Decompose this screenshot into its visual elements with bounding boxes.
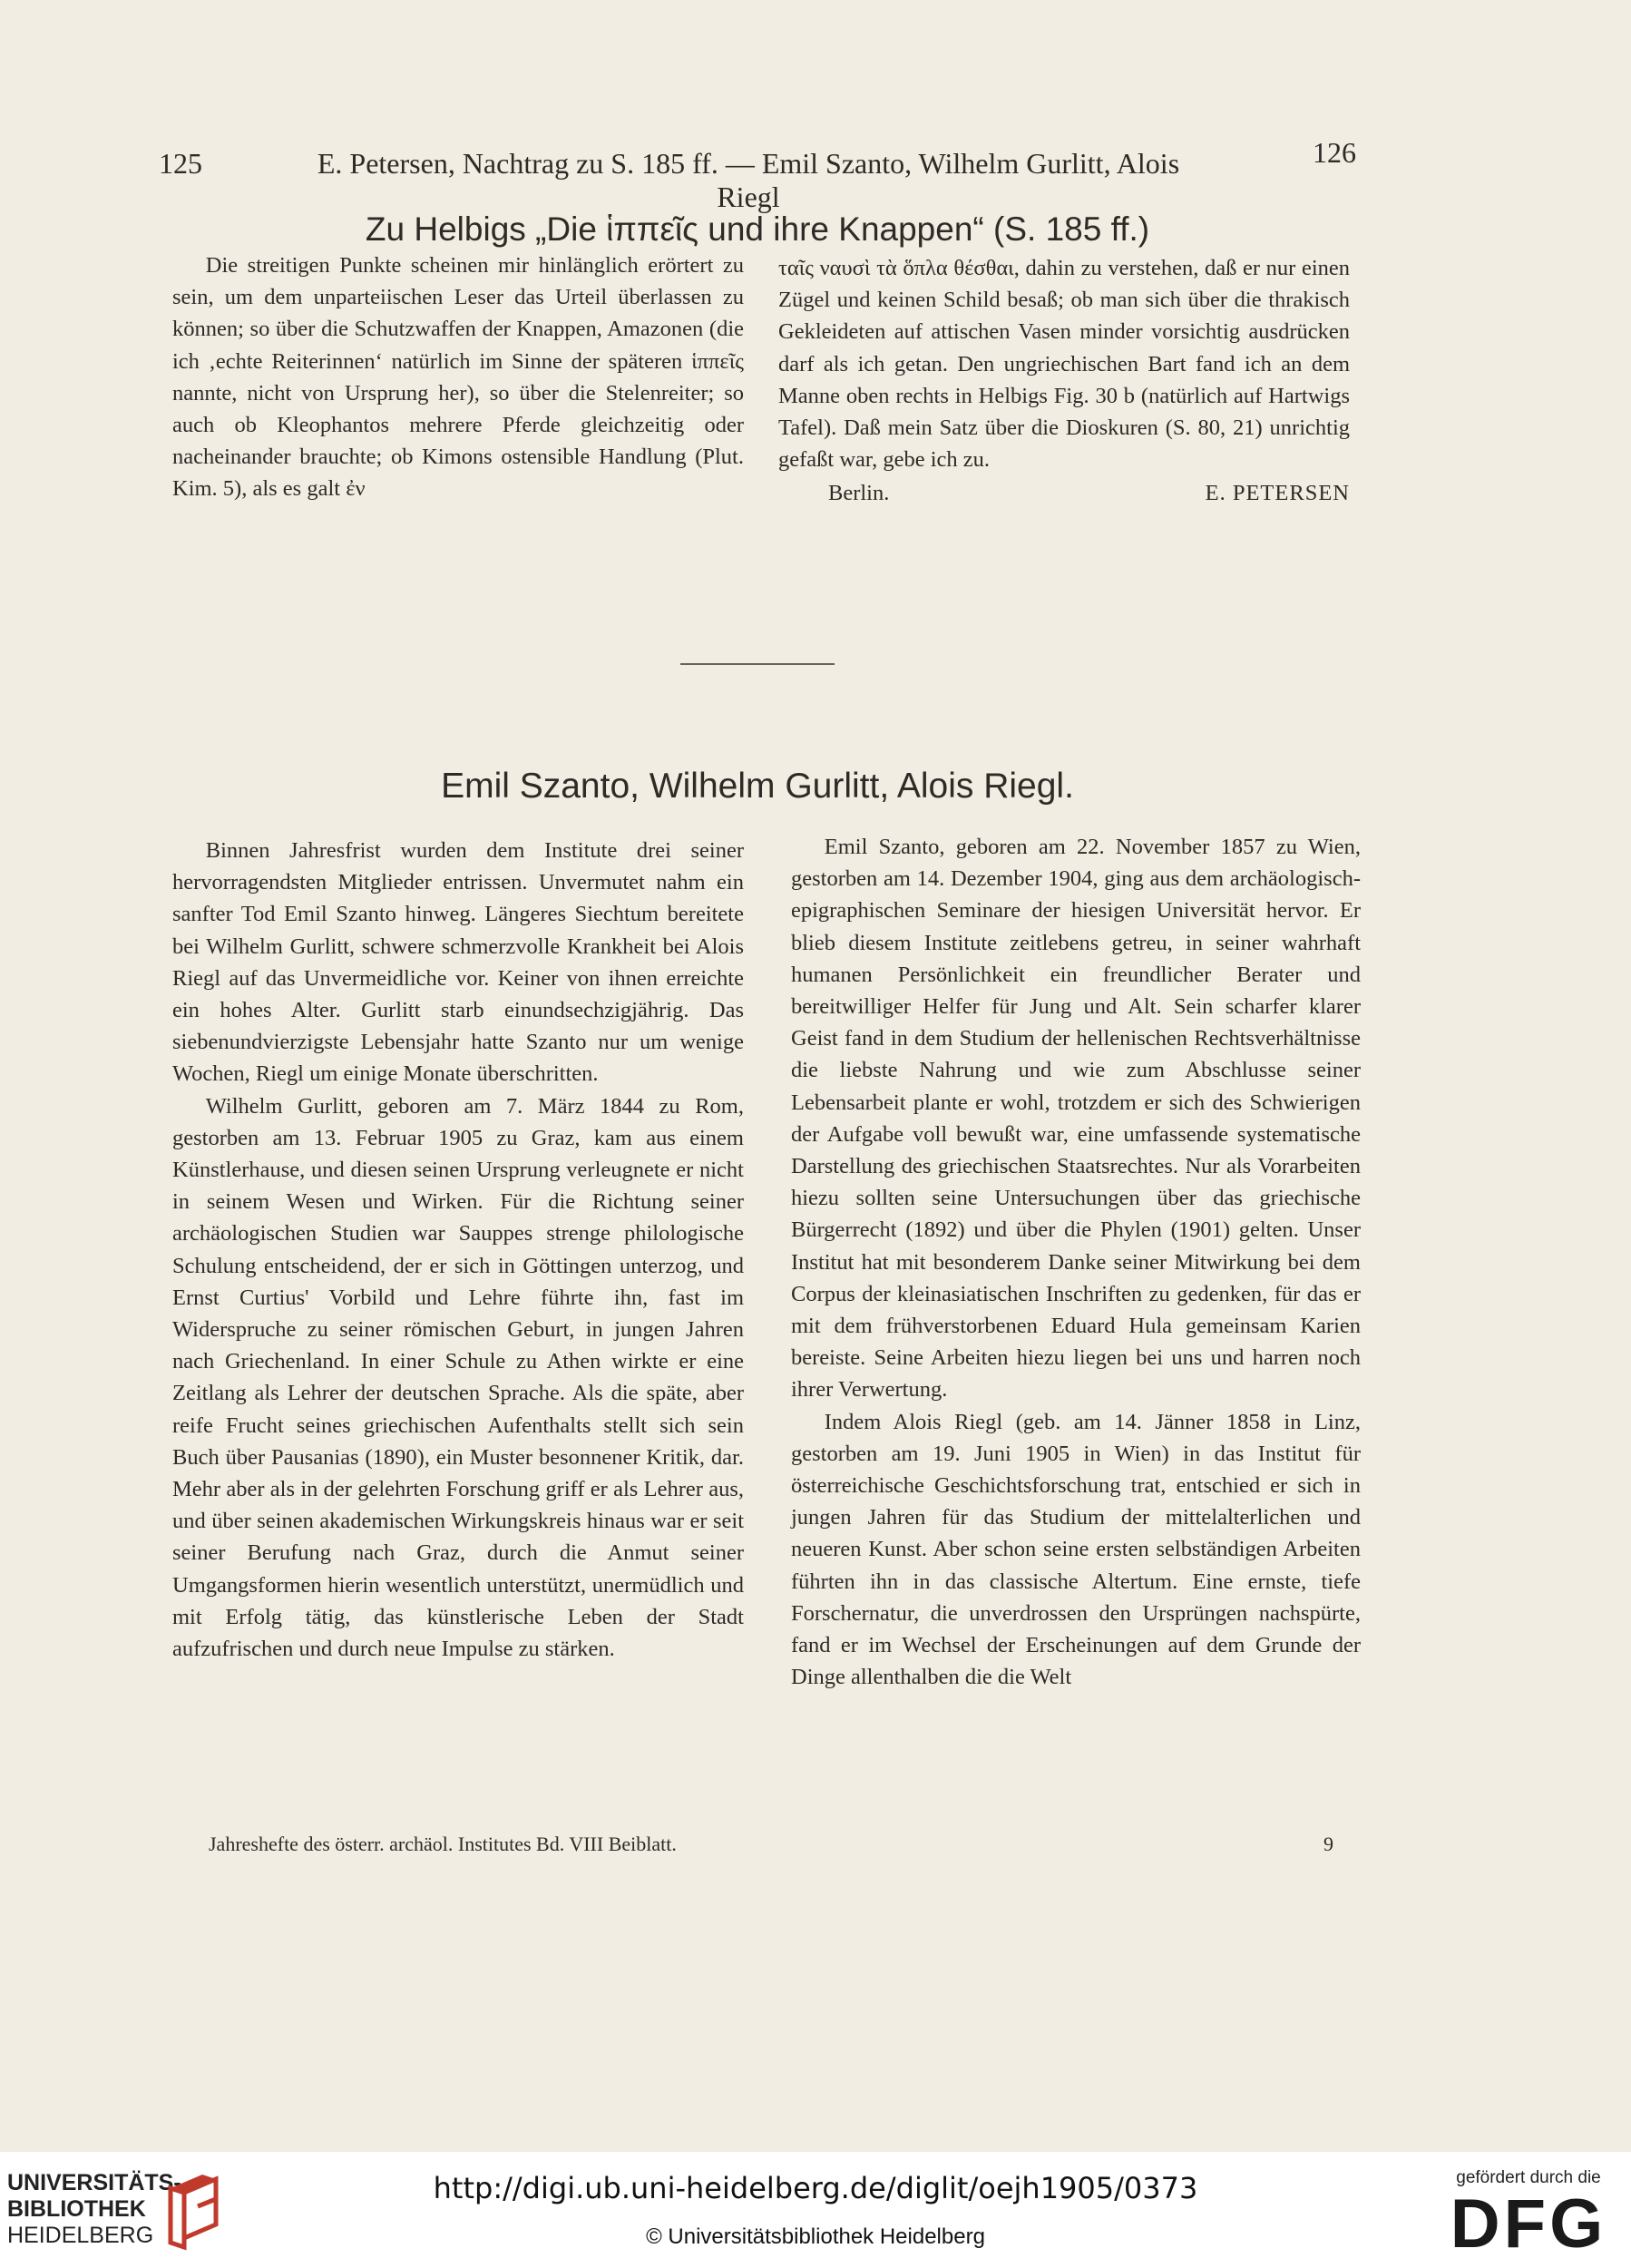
paragraph: Wilhelm Gurlitt, geboren am 7. März 1844 zu Rom, gestorben am 13. Februar 1905 zu Graz, kam aus einem Künstlerhause, und diesen seinen Ursprung verleugnete er nicht in seinem Wesen und Wirken. Für die Richtung seiner archäologischen Studien war Sauppes strenge philologische Schulung entscheidend, der er sich in Göttingen unterzog, und Ernst Curtius' Vorbild und Lehre führte ihn, fast im Widerspruche zu seiner römischen Geburt, in jungen Jahren nach Griechenland. In einer Schule zu Athen wirkte er eine Zeitlang als Lehrer der deutschen Sprache. Als die späte, aber reife Frucht seines griechischen Aufenthalts stellt sich sein Buch über Pausanias (1890), ein Muster besonnener Kritik, dar. Mehr aber als in der gelehrten Forschung griff er als Lehrer aus, und über seinen akademischen Wirkungskreis hinaus war er seit seiner Berufung nach Graz, durch die Anmut seiner Umgangsformen hierin wesentlich unterstützt, unermüdlich und mit Erfolg tätig, das künstlerische Leben der Stadt aufzufrischen und durch neue Impulse zu stärken.	[172, 1093, 744, 1662]
dfg-wordmark: DFG	[1450, 2185, 1607, 2263]
signature-city: Berlin.	[828, 481, 890, 506]
running-title: E. Petersen, Nachtrag zu S. 185 ff. — Emil Szanto, Wilhelm Gurlitt, Alois Riegl	[317, 147, 1180, 213]
paragraph: Indem Alois Riegl (geb. am 14. Jänner 1858 in Linz, gestorben am 19. Juni 1905 in Wien) in das Institut für österreichische Geschichtsforschung trat, entschied er sich in jungen Jahren für das Studium der mittelalterlichen und neueren Kunst. Aber schon seine ersten selbständigen Arbeiten führten ihn in das classische Altertum. Eine ernste, tiefe Forschernatur, die unverdrossen den Ursprüngen nachspürte, fand er im Wechsel der Erscheinungen auf dem Grunde der Dinge allenthalben die die Welt	[791, 1409, 1361, 1690]
paragraph: ταῖς ναυσὶ τὰ ὅπλα θέσθαι, dahin zu verstehen, daß er nur einen Zügel und keinen Schild besaß; ob man sich über die thrakisch Gekleideten auf attischen Vasen minder vorsichtig ausdrücken darf als ich getan. Den ungriechischen Bart fand ich an dem Manne oben rechts in Helbigs Fig. 30 b (natürlich auf Hartwigs Tafel). Daß mein Satz über die Dioskuren (S. 80, 21) unrichtig gefaßt war, gebe ich zu.	[778, 256, 1350, 473]
funded-by-caption: gefördert durch die	[1456, 2168, 1601, 2187]
permalink-url[interactable]: http://digi.ub.uni-heidelberg.de/diglit/oejh1905/0373	[433, 2171, 1198, 2205]
article2-column-left	[172, 835, 744, 1665]
paragraph: Emil Szanto, geboren am 22. November 1857 zu Wien, gestorben am 14. Dezember 1904, ging aus dem archäologisch-epigraphischen Seminare der hiesigen Universität hervor. Er blieb diesem Institute zeitlebens getreu, in seiner wahrhaft humanen Persönlichkeit ein freundlicher Berater und bereitwilliger Helfer für Jung und Alt. Sein scharfer klarer Geist fand in dem Studium der hellenischen Rechtsverhältnisse die liebste Nahrung und wie zum Abschlusse seiner Lebensarbeit plante er wohl, trotzdem er sich des Schwierigen der Aufgabe voll bewußt war, eine umfassende systematische Darstellung des griechischen Staatsrechtes. Nur als Vorarbeiten hiezu sollten seine Untersuchungen über das griechische Bürgerrecht (1892) und über die Phylen (1901) gelten. Unser Institut hat mit besonderem Danke seiner Mitwirkung bei dem Corpus der kleinasiatischen Inschriften zu gedenken, für das er mit dem frühverstorbenen Eduard Hula gemeinsam Karien bereiste. Seine Arbeiten hiezu liegen bei uns und harren noch ihrer Verwertung.	[791, 835, 1361, 1403]
section-divider	[680, 663, 835, 665]
funder-logo[interactable]	[1442, 2168, 1615, 2261]
paragraph: Binnen Jahresfrist wurden dem Institute drei seiner hervorragendsten Mitglieder entrissen. Unvermutet nahm ein sanfter Tod Emil Szanto hinweg. Längeres Siechtum bereitete bei Wilhelm Gurlitt, schwere schmerzvolle Krankheit bei Alois Riegl auf das Unvermeidliche vor. Keiner von ihnen erreichte ein hohes Alter. Gurlitt starb einundsechzigjährig. Das siebenundvierzigste Lebensjahr hatte Szanto nur um wenige Wochen, Riegl um einige Monate überschritten.	[172, 838, 744, 1087]
viewer-footer-bar	[0, 2152, 1631, 2268]
journal-line: Jahreshefte des österr. archäol. Institutes Bd. VIII Beiblatt.	[209, 1833, 677, 1855]
article-title-obituary: Emil Szanto, Wilhelm Gurlitt, Alois Riegl.	[441, 767, 1074, 806]
signature-mark: 9	[1323, 1833, 1333, 1855]
page-number-right: 126	[1313, 136, 1356, 169]
signature-author: E. PETERSEN	[1205, 481, 1350, 506]
article1-column-right	[778, 252, 1350, 510]
article2-column-right	[791, 831, 1361, 1693]
article-title-helbig: Zu Helbigs „Die ἱππεῖς und ihre Knappen“ (S. 185 ff.)	[365, 210, 1150, 248]
signature	[778, 477, 1350, 510]
page-number-left: 125	[159, 147, 202, 180]
paragraph: Die streitigen Punkte scheinen mir hinlänglich erörtert zu sein, um dem unparteiischen Leser das Urteil überlassen zu können; so über die Schutzwaffen der Knappen, Amazonen (die ich ‚echte Reiterinnen‘ natürlich im Sinne der späteren ἱππεῖς nannte, nicht von Ursprung her), so über die Stelenreiter; so auch ob Kleophantos mehrere Pferde gleichzeitig oder nacheinander brauchte; ob Kimons ostensible Handlung (Plut. Kim. 5), als es galt ἐν	[172, 253, 744, 502]
library-name-line: UNIVERSITÄTS-	[7, 2170, 181, 2195]
copyright-notice: © Universitätsbibliothek Heidelberg	[646, 2224, 985, 2249]
library-name-line: BIBLIOTHEK	[7, 2196, 146, 2222]
running-header	[159, 136, 1356, 213]
library-name-line: HEIDELBERG	[7, 2223, 154, 2248]
article1-column-left	[172, 249, 744, 505]
